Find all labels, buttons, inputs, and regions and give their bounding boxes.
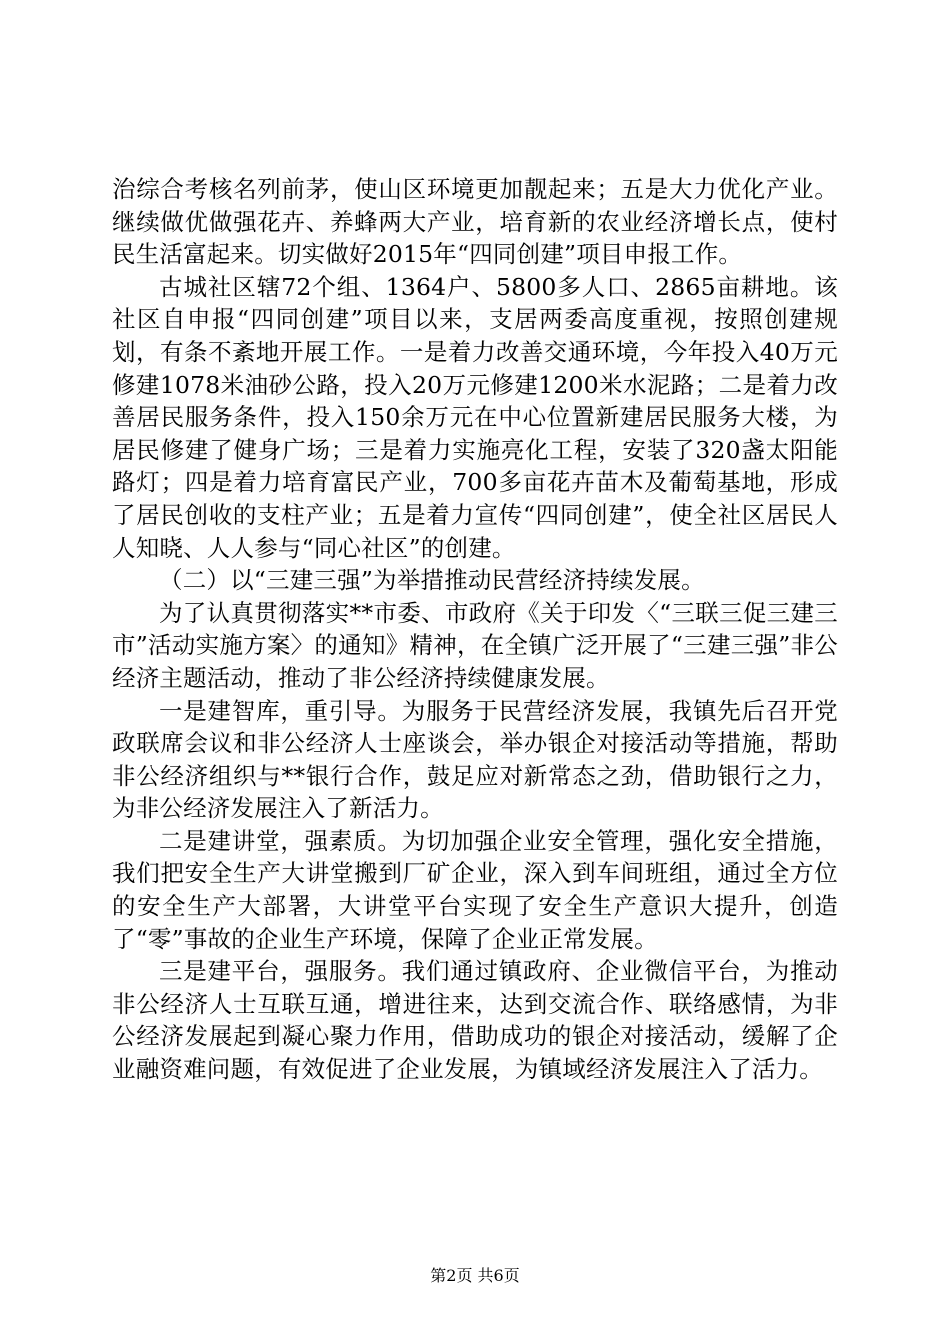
section-heading: （二）以“三建三强”为举措推动民营经济持续发展。 <box>159 566 705 595</box>
paragraph-4: 一是建智库，重引导。为服务于民营经济发展，我镇先后召开党政联席会议和非公经济人士座谈会，举办银企对接活动等措施，帮助非公经济组织与**银行合作，鼓足应对新常态之劲，借助银行之力，为非公经济发展注入了新活力。 <box>112 696 838 823</box>
paragraph-2: 古城社区辖72个组、1364户、5800多人口、2865亩耕地。该社区自申报“四同创建”项目以来，支居两委高度重视，按照创建规划，有条不紊地开展工作。一是着力改善交通环境，今年投入40万元修建1078米油砂公路，投入20万元修建1200米水泥路；二是着力改善居民服务条件，投入150余万元在中心位置新建居民服务大楼，为居民修建了健身广场；三是着力实施亮化工程，安装了320盏太阳能路灯；四是着力培育富民产业，700多亩花卉苗木及葡萄基地，形成了居民创收的支柱产业；五是着力宣传“四同创建”，使全社区居民人人知晓、人人参与“同心社区”的创建。 <box>112 272 838 562</box>
document-body <box>112 173 838 1086</box>
paragraph-6: 三是建平台，强服务。我们通过镇政府、企业微信平台，为推动非公经济人士互联互通，增进往来，达到交流合作、联络感情，为非公经济发展起到凝心聚力作用，借助成功的银企对接活动，缓解了企业融资难问题，有效促进了企业发展，为镇域经济发展注入了活力。 <box>112 957 838 1084</box>
paragraph-1: 治综合考核名列前茅，使山区环境更加靓起来；五是大力优化产业。继续做优做强花卉、养蜂两大产业，培育新的农业经济增长点，使村民生活富起来。切实做好2015年“四同创建”项目申报工作。 <box>112 175 838 269</box>
page-footer: 第2页 共6页 <box>430 1266 520 1285</box>
paragraph-5: 二是建讲堂，强素质。为切加强企业安全管理，强化安全措施，我们把安全生产大讲堂搬到厂矿企业，深入到车间班组，通过全方位的安全生产大部署，大讲堂平台实现了安全生产意识大提升，创造了“零”事故的企业生产环境，保障了企业正常发展。 <box>112 826 838 953</box>
paragraph-3: 为了认真贯彻落实**市委、市政府《关于印发〈“三联三促三建三市”活动实施方案〉的通知》精神，在全镇广泛开展了“三建三强”非公经济主题活动，推动了非公经济持续健康发展。 <box>112 598 838 692</box>
